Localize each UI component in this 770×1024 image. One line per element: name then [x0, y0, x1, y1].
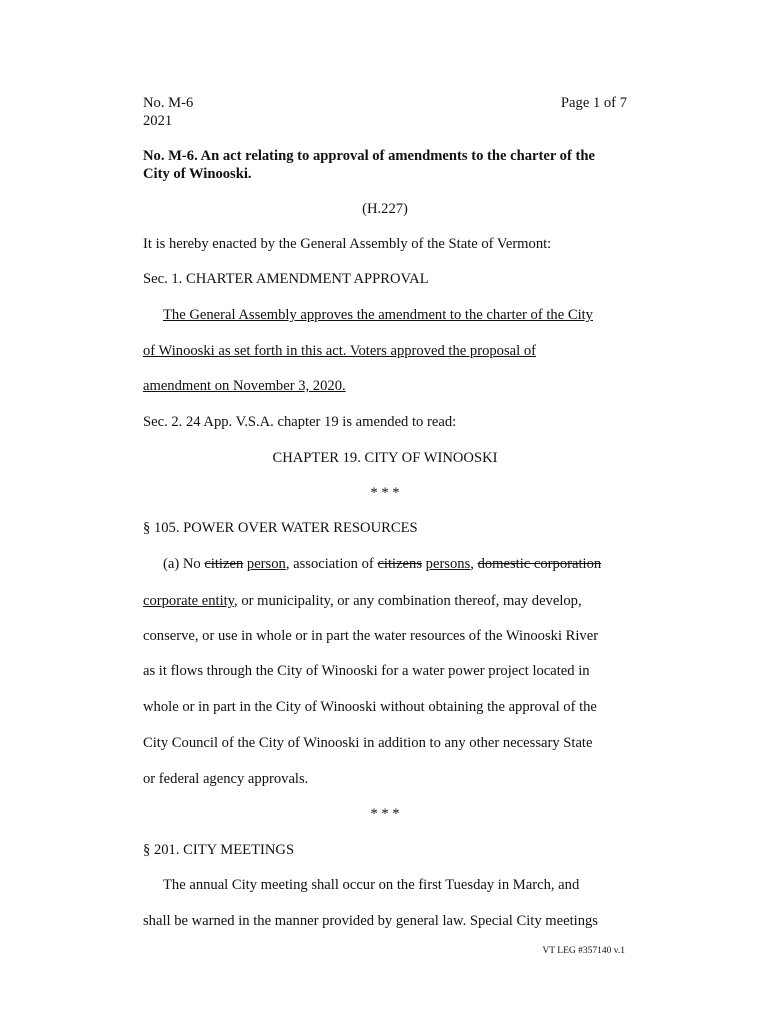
text-run: (a) No	[163, 556, 205, 572]
deleted-text: citizens	[377, 556, 423, 572]
section-105-line: City Council of the City of Winooski in addition to any other necessary State	[143, 735, 593, 751]
document-year: 2021	[143, 113, 173, 129]
deleted-text: citizen	[204, 556, 244, 572]
text-run: , association of	[285, 556, 378, 572]
section-105-line-2	[143, 592, 582, 610]
document-number: No. M-6	[143, 95, 194, 111]
omission-separator: * * *	[370, 485, 400, 501]
inserted-text: person	[246, 556, 286, 572]
inserted-text: corporate entity	[143, 593, 235, 609]
section-1-line: of Winooski as set forth in this act. Voters approved the proposal of	[143, 343, 536, 359]
section-105-line: conserve, or use in whole or in part the water resources of the Winooski River	[143, 628, 599, 644]
section-105-line-1	[163, 555, 601, 573]
section-201-heading: § 201. CITY MEETINGS	[143, 842, 295, 858]
section-201-line: The annual City meeting shall occur on the first Tuesday in March, and	[163, 877, 580, 893]
text-run: ,	[470, 556, 478, 572]
section-201-line: shall be warned in the manner provided by general law. Special City meetings	[143, 913, 598, 929]
section-1-heading: Sec. 1. CHARTER AMENDMENT APPROVAL	[143, 271, 429, 287]
inserted-text: persons	[425, 556, 471, 572]
text-run: , or municipality, or any combination thereof, may develop,	[234, 593, 582, 609]
chapter-heading: CHAPTER 19. CITY OF WINOOSKI	[272, 450, 498, 466]
bill-number: (H.227)	[362, 201, 408, 217]
act-title-line-2: City of Winooski.	[143, 166, 252, 182]
section-1-line: The General Assembly approves the amendment to the charter of the City	[163, 307, 593, 323]
omission-separator: * * *	[370, 806, 400, 822]
page-indicator: Page 1 of 7	[560, 95, 627, 111]
section-105-line: as it flows through the City of Winooski for a water power project located in	[143, 663, 590, 679]
section-1-line: amendment on November 3, 2020.	[143, 378, 346, 394]
section-2-heading: Sec. 2. 24 App. V.S.A. chapter 19 is amended to read:	[143, 414, 457, 430]
enacting-clause: It is hereby enacted by the General Assembly of the State of Vermont:	[143, 236, 552, 252]
deleted-text: domestic corporation	[477, 556, 602, 572]
act-title-line-1: No. M-6. An act relating to approval of amendments to the charter of the	[143, 148, 595, 164]
section-105-heading: § 105. POWER OVER WATER RESOURCES	[143, 520, 418, 536]
section-105-line: or federal agency approvals.	[143, 771, 309, 787]
section-105-line: whole or in part in the City of Winooski without obtaining the approval of the	[143, 699, 597, 715]
footer-version-stamp: VT LEG #357140 v.1	[542, 946, 625, 956]
